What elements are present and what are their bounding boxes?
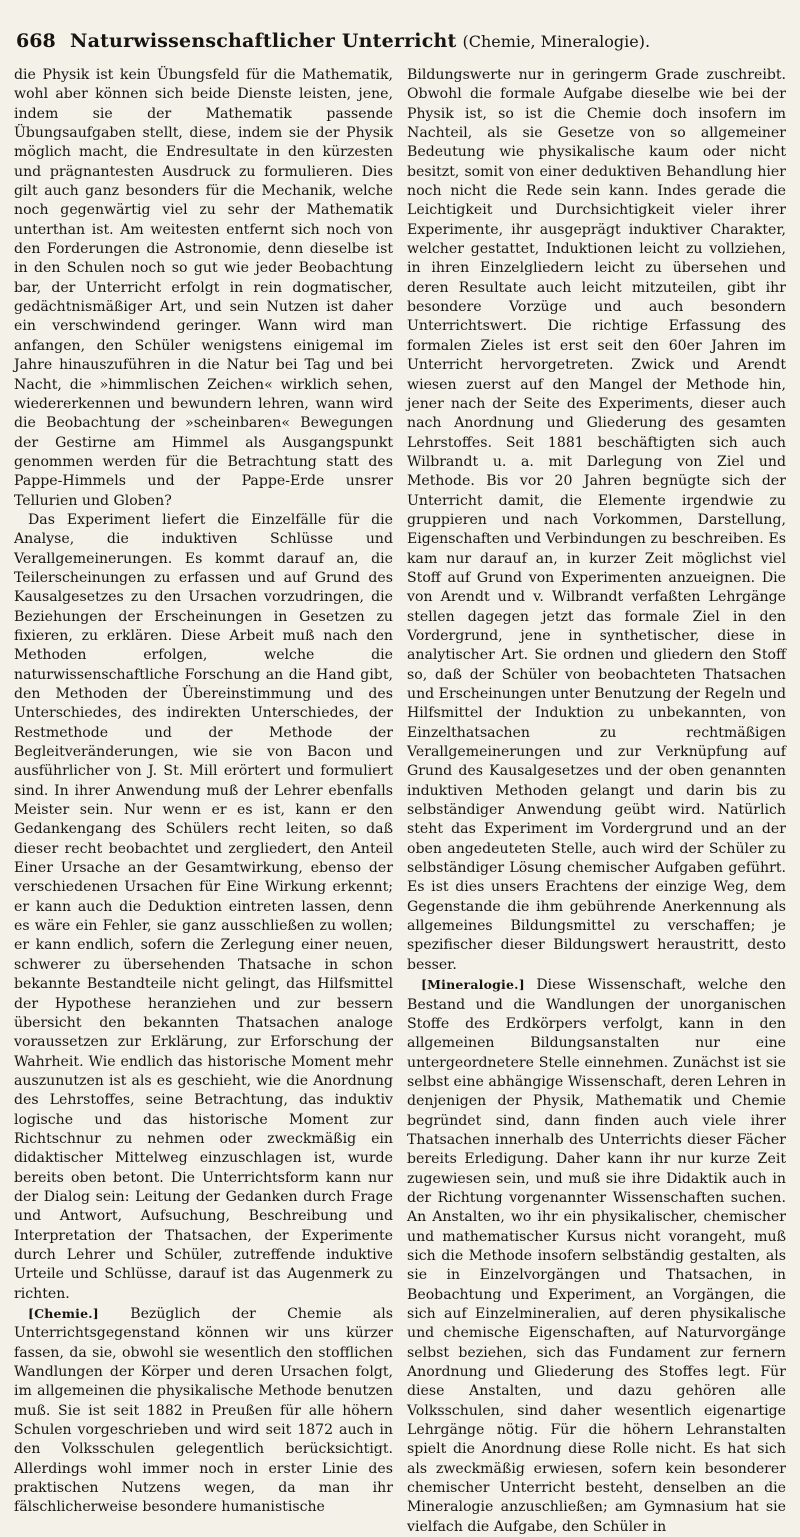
paragraph: Das Experiment liefert die Einzelfälle für die Analyse, die induktiven Schlüsse und Verallgemeinerungen. Es kommt darauf an, die Teilerscheinungen zu erfassen und auf Grund des Kausalgesetzes zu den Ursachen vorzudringen, die Beziehungen der Erscheinungen in Gesetzen zu fixieren, zu erklären. Diese Arbeit muß nach den Methoden erfolgen, welche die naturwissenschaftliche Forschung an die Hand gibt, den Methoden der Übereinstimmung und des Unterschiedes, des indirekten Unterschiedes, der Restmethode und der Methode der Begleitveränderungen, wie sie von Bacon und ausführlicher von J. St. Mill erörtert und formuliert sind. In ihrer Anwendung muß der Lehrer ebenfalls Meister sein. Nur wenn er es ist, kann er den Gedankengang des Schülers recht leiten, so daß dieser recht beobachtet und zergliedert, den Anteil Einer Ursache an der Gesamtwirkung, ebenso der verschiedenen Ursachen für Eine Wirkung erkennt; er kann auch die Deduktion eintreten lassen, denn es wäre ein Fehler, sie ganz ausschließen zu wollen; er kann endlich, sofern die Zerlegung einer neuen, schwerer zu übersehenden Thatsache in schon bekannte Bestandteile nicht gelingt, das Hilfsmittel der Hypothese heranziehen und zur bessern übersicht den bekannten Thatsachen analoge voraussetzen zur Erklärung, zur Erforschung der Wahrheit. Wie endlich das historische Moment mehr auszunutzen ist als es geschieht, wie die Anordnung des Lehrstoffes, seine Betrachtung, das induktiv logische und das historische Moment zur Richtschnur zu nehmen oder zweckmäßig ein didaktischer Mittelweg einzuschlagen ist, wurde bereits oben betont. Die Unterrichtsform kann nur der Dialog sein: Leitung der Gedanken durch Frage und Antwort, Aufsuchung, Beschreibung und Interpretation der Thatsachen, der Experimente durch Lehrer und Schüler, zutreffende induktive Urteile und Schlüsse, darauf ist das Augenmerk zu richten. bbox=[14, 511, 393, 1302]
paragraph: die Physik ist kein Übungsfeld für die Mathematik, wohl aber können sich beide Dienste leisten, jene, indem sie der Mathematik passende Übungsaufgaben stellt, diese, indem sie der Physik möglich macht, die Endresultate in den kürzesten und prägnantesten Ausdruck zu formulieren. Dies gilt auch ganz besonders für die Mechanik, welche noch gegenwärtig viel zu sehr der Mathematik unterthan ist. Am weitesten entfernt sich noch von den Forderungen die Astronomie, denn dieselbe ist in den Schulen noch so gut wie jeder Beobachtung bar, der Unterricht erfolgt in rein dogmatischer, gedächtnismäßiger Art, und sein Nutzen ist daher ein verschwindend geringer. Wann wird man anfangen, den Schüler wenigstens einigemal im Jahre hinauszuführen in die Natur bei Tag und bei Nacht, die »himmlischen Zeichen« wirklich sehen, wiedererkennen und bewundern lehren, wann wird die Beobachtung der »scheinbaren« Bewegungen der Gestirne am Himmel als Ausgangspunkt genommen werden für die Betrachtung statt des Pappe-Himmels und der Pappe-Erde unsrer Tellurien und Globen? bbox=[14, 67, 393, 509]
paragraph-text: Bezüglich der Chemie als Unterrichtsgegenstand können wir uns kürzer fassen, da sie, obwohl sie wesentlich den stofflichen Wandlungen der Körper und deren Ursachen folgt, im allgemeinen die physikalische Methode benutzen muß. Sie ist seit 1882 in Preußen für alle höhern Schulen vorgeschrieben und wird seit 1872 auch in den Volksschulen gelegentlich berücksichtigt. Allerdings wohl immer noch in erster Linie des praktischen Nutzens wegen, da man ihr fälschlicherweise besondere humanistische bbox=[14, 1306, 393, 1516]
running-header bbox=[16, 30, 786, 58]
paragraph: Bildungswerte nur in geringerm Grade zuschreibt. Obwohl die formale Aufgabe dieselbe wie bei der Physik ist, so ist die Chemie doch insofern im Nachteil, als sie Gesetze von so allgemeiner Bedeutung wie physikalische kaum oder nicht besitzt, somit von einer deduktiven Behandlung hier noch nicht die Rede sein kann. Indes gerade die Leichtigkeit und Durchsichtigkeit vieler ihrer Experimente, ihr ausgeprägt induktiver Charakter, welcher gestattet, Induktionen leicht zu vollziehen, in ihren Einzelgliedern leicht zu übersehen und deren Resultate auch leicht mitzuteilen, gibt ihr besondere Vorzüge und auch besondern Unterrichtswert. Die richtige Erfassung des formalen Zieles ist erst seit den 60er Jahren im Unterricht hervorgetreten. Zwick und Arendt wiesen zuerst auf den Mangel der Methode hin, jener nach der Seite des Experiments, dieser auch nach Anordnung und Gliederung des gesamten Lehrstoffes. Seit 1881 beschäftigten sich auch Wilbrandt u. a. mit Darlegung von Ziel und Methode. Bis vor 20 Jahren begnügte sich der Unterricht damit, die Elemente irgendwie zu gruppieren und nach Vorkommen, Darstellung, Eigenschaften und Verbindungen zu beschreiben. Es kam nur darauf an, in kurzer Zeit möglichst viel Stoff auf Grund von Experimenten anzueignen. Die von Arendt und v. Wilbrandt verfaßten Lehrgänge stellen dagegen jetzt das formale Ziel in den Vordergrund, jene in synthetischer, diese in analytischer Art. Sie ordnen und gliedern den Stoff so, daß der Schüler von beobachteten Thatsachen und Erscheinungen unter Benutzung der Regeln und Hilfsmittel der Induktion zu unbekannten, von Einzelthatsachen zu rechtmäßigen Verallgemeinerungen und zur Verknüpfung auf Grund des Kausalgesetzes und der oben genannten induktiven Methoden gelangt und darin bis zu selbständiger Anwendung geübt wird. Natürlich steht das Experiment im Vordergrund und an der oben angedeuteten Stelle, auch wird der Schüler zu selbständiger Lösung chemischer Aufgaben geführt. Es ist dies unsers Erachtens der einzige Weg, dem Gegenstande die ihm gebührende Anerkennung als allgemeines Bildungsmittel zu verschaffen; je spezifischer dieser Bildungswert heraustritt, desto besser. bbox=[407, 67, 786, 973]
section-tag: [Mineralogie.] bbox=[421, 977, 525, 993]
paragraph-text: Diese Wissenschaft, welche den Bestand und die Wandlungen der unorganischen Stoffe des Erdkörpers verfolgt, kann in den allgemeinen Bildungsanstalten nur eine untergeordnetere Stelle einnehmen. Zunächst ist sie selbst eine abhängige Wissenschaft, deren Lehren in denjenigen der Physik, Mathematik und Chemie begründet sind, dann finden auch viele ihrer Thatsachen innerhalb des Unterrichts dieser Fächer bereits Erledigung. Daher kann ihr nur kurze Zeit zugewiesen sein, und muß sie ihre Didaktik auch in der Richtung vorgenannter Wissenschaften suchen. An Anstalten, wo ihr ein physikalischer, chemischer und mathematischer Kursus nicht vorangeht, muß sich die Methode insofern selbständig gestalten, als sie in Einzelvorgängen und Thatsachen, in Beobachtung und Experiment, an Vorgängen, die sich auf Einzelmineralien, auf deren physikalische und chemische Eigenschaften, auf Naturvorgänge selbst beziehen, sich das Fundament zur fernern Anordnung und Gliederung des Stoffes legt. Für diese Anstalten, und dazu gehören alle Volksschulen, sind daher wesentlich eigenartige Lehrgänge nötig. Für die höhern Lehranstalten spielt die Anordnung diese Rolle nicht. Es hat sich als zweckmäßig erwiesen, sofern kein besonderer chemischer Unterricht besteht, denselben an die Mineralogie anzuschließen; am Gymnasium hat sie vielfach die Aufgabe, den Schüler in bbox=[407, 977, 786, 1535]
page-number: 668 bbox=[16, 30, 56, 52]
section-tag: [Chemie.] bbox=[28, 1306, 99, 1321]
running-title: Naturwissenschaftlicher Unterricht bbox=[70, 30, 457, 52]
paragraph-mineralogie bbox=[407, 975, 786, 1537]
left-column bbox=[14, 66, 393, 1537]
text-columns bbox=[14, 66, 786, 1537]
paragraph-chemie bbox=[14, 1304, 393, 1518]
running-subtitle: (Chemie, Mineralogie). bbox=[462, 32, 651, 51]
right-column bbox=[407, 66, 786, 1537]
